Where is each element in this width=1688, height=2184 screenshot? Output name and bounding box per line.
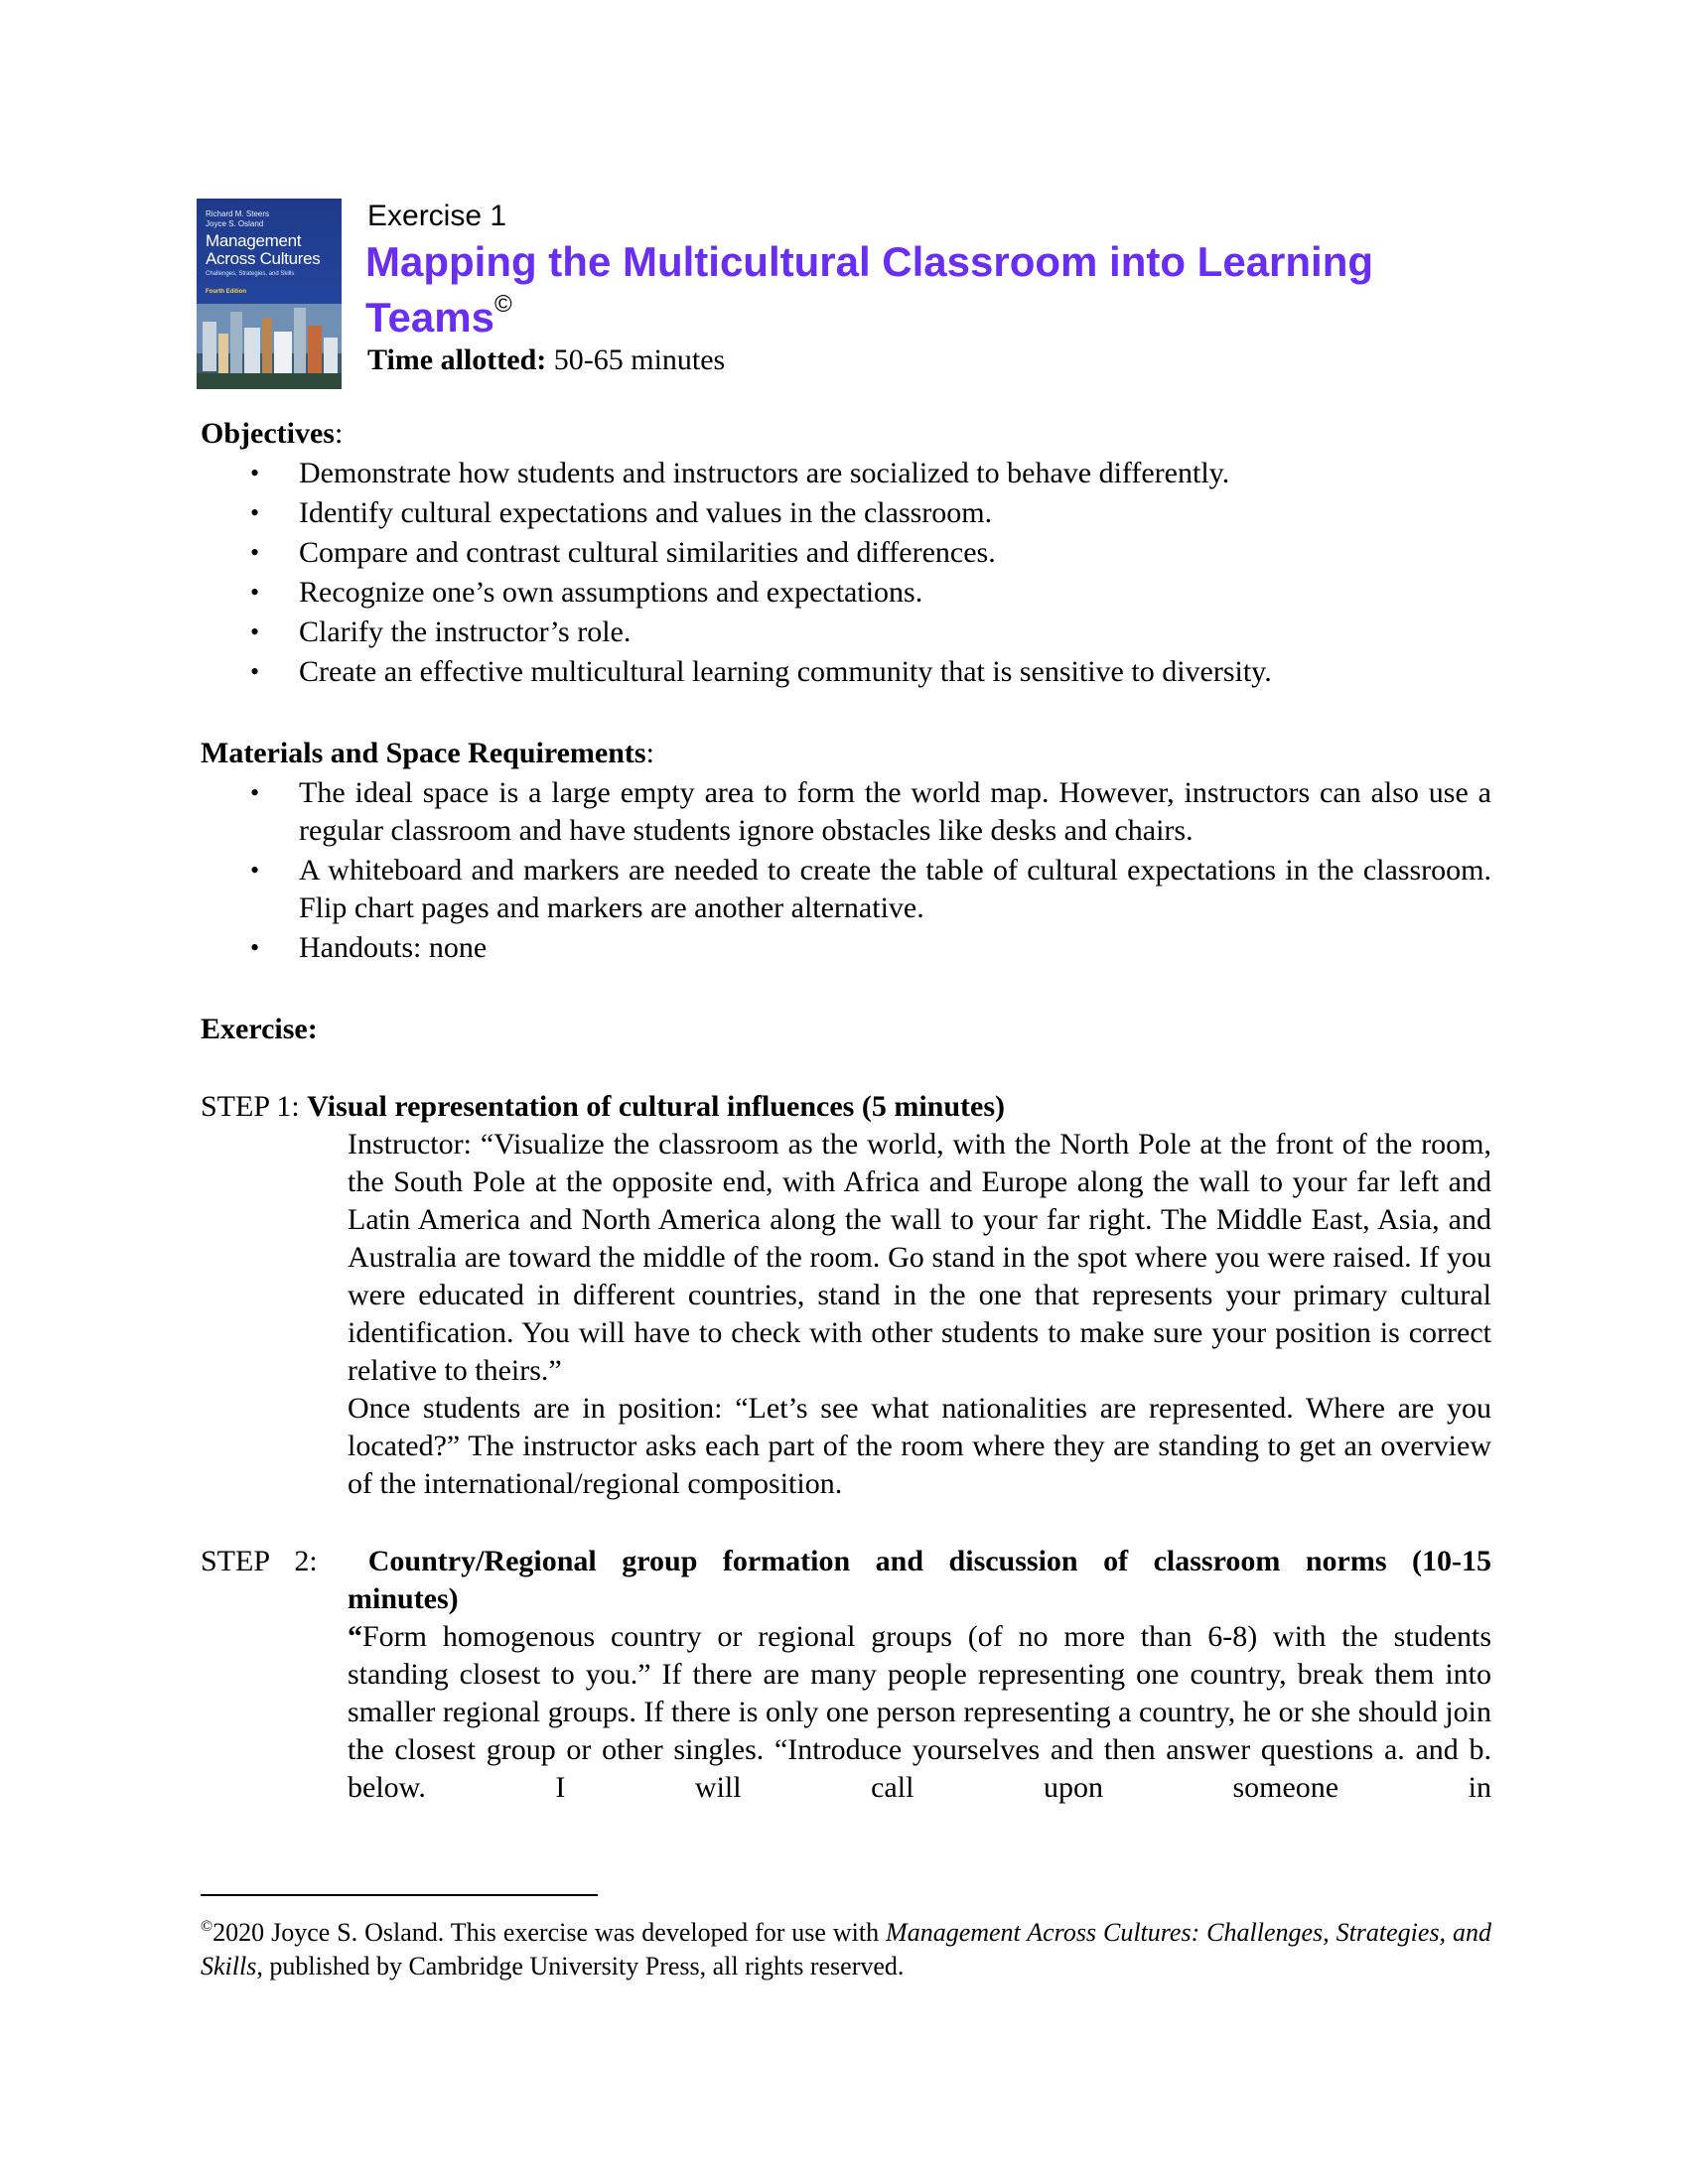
footnote: ©2020 Joyce S. Osland. This exercise was developed for use with Management Across Cultures: Challenges, Strategies, and Skills, published by Cambridge University Press, all rights reserved. (201, 1918, 1491, 1980)
list-item: • The ideal space is a large empty area to form the world map. However, instructors can also use a regular classroom and have students ignore obstacles like desks and chairs. (201, 774, 1491, 850)
page-title: Mapping the Multicultural Classroom into Learning Teams© (365, 238, 1374, 341)
cover-title: Management Across Cultures (206, 231, 321, 268)
list-item: • Clarify the instructor’s role. (201, 614, 1491, 651)
step2-paragraph: “Form homogenous country or regional groups (of no more than 6-8) with the students standing closest to you.” If there are many people representing one country, break them into smaller regional groups. If there is only one person representing a country, he or she should join the closest group or other singles. “Introduce yourselves and then answer questions a. and b. below. I will call upon someone in (348, 1620, 1491, 1804)
step1-body (348, 1126, 1491, 1503)
step2-heading: STEP 2: Country/Regional group formation and discussion of classroom norms (10-15 (201, 1545, 1491, 1577)
list-item: • Demonstrate how students and instructors are socialized to behave differently. (201, 455, 1491, 492)
footnote-book-title: Management Across Cultures: Challenges, Strategies, and Skills (201, 1918, 1491, 1980)
time-allotted: Time allotted: 50-65 minutes (367, 343, 726, 376)
materials-heading: Materials and Space Requirements: (201, 737, 654, 769)
list-item: • Recognize one’s own assumptions and expectations. (201, 574, 1491, 612)
list-item: • Identify cultural expectations and values in the classroom. (201, 494, 1491, 532)
cover-authors: Richard M. Steers Joyce S. Osland (206, 209, 270, 228)
list-item: • Handouts: none (201, 929, 1491, 967)
copyright-mark: © (493, 291, 512, 318)
exercise-heading: Exercise: (201, 1013, 318, 1045)
exercise-number: Exercise 1 (367, 200, 507, 232)
step1-heading: STEP 1: Visual representation of cultural influences (5 minutes) (201, 1090, 1006, 1123)
cover-subtitle: Challenges, Strategies, and Skills (206, 271, 295, 277)
step2-body: minutes) “Form homogenous country or regional groups (of no more than 6-8) with the students standing closest to you.” If there are many people representing one country, break them into smaller regional groups. If there is only one person representing a country, he or she should join the closest group or other singles. “Introduce yourselves and then answer questions a. and b. below. I will call upon someone in (348, 1580, 1491, 1807)
objectives-list (201, 455, 1491, 693)
objectives-heading: Objectives: (201, 417, 344, 450)
list-item: • Compare and contrast cultural similarities and differences. (201, 534, 1491, 572)
list-item: • Create an effective multicultural learning community that is sensitive to diversity. (201, 653, 1491, 691)
step1-paragraph-2: Once students are in position: “Let’s see what nationalities are represented. Where are you located?” The instructor asks each part of the room where they are standing to get an overview of the international/regional composition. (348, 1392, 1491, 1500)
cover-skyline-illustration (197, 304, 342, 389)
step1-paragraph-1: Instructor: “Visualize the classroom as the world, with the North Pole at the front of the room, the South Pole at the opposite end, with Africa and Europe along the wall to your far left and Latin America and North America along the wall to your far right. The Middle East, Asia, and Australia are toward the middle of the room. Go stand in the spot where you were raised. If you were educated in different countries, stand in the one that represents your primary cultural identification. You will have to check with other students to make sure your position is correct relative to theirs.” (348, 1128, 1491, 1387)
cover-edition: Fourth Edition (206, 289, 246, 295)
list-item: • A whiteboard and markers are needed to create the table of cultural expectations in the classroom. Flip chart pages and markers are another alternative. (201, 852, 1491, 927)
book-cover-image (197, 199, 342, 389)
footnote-separator (201, 1894, 598, 1896)
materials-list (201, 774, 1491, 969)
